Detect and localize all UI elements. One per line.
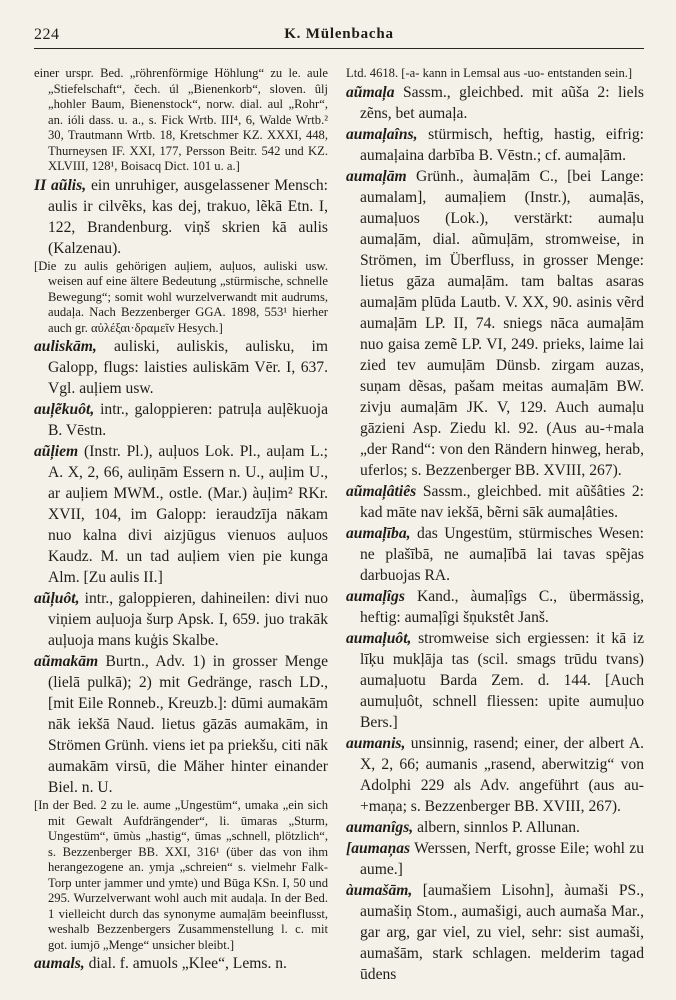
entry-text: Burtn., Adv. 1) in grosser Menge (lielā pulkā); 2) mit Gedränge, rasch LD., [mit Eile Ronneb., Kreuzb.]: dūmi aumakām nāk iekšā Naud. lietus gāzās aumakām, in Strömen Grünh. viens iet pa priekšu, citi nāk aumakām virsū, die Mäher hinter einander Biel. n. U. <box>48 653 328 796</box>
entry-headword: aũļuôt, <box>34 590 80 607</box>
dictionary-entry <box>346 628 644 733</box>
entry-text: ein unruhiger, ausgelassener Mensch: aulis ir cilvẽks, kas dej, trakuo, lẽkā Etn. I, 122, Brandenburg. viņš skrien kā aulis (Kalzenau). <box>48 176 328 257</box>
entry-headword: aumaļām <box>346 167 407 185</box>
entry-text: unsinnig, rasend; einer, der albert A. X, 2, 66; aumanis „rasend, aberwitzig“ von Adolphi 229 als Adv. angeführt (aus au-+maņa; s. Bezzenberger BB. XVIII, 267). <box>360 734 644 815</box>
entry-text: intr., galoppieren, dahineilen: divi nuo viņiem auļuoja šurp Apsk. I, 659. juo trakāk auļuoja mans kuģis Skalbe. <box>48 590 328 649</box>
entry-headword: aumanîgs, <box>346 818 414 836</box>
entry-text: Grünh., àumaļām C., [bei Lange: aumalam], aumaļiem (Instr.), aumaļās, aumaļuos (Lok.), verstärkt: aumaļu aumaļām, dial. aũmuļām, stromweise, in Strömen, im Überfluss, in grosser Menge: lietus gāza aumaļām. tam baltas asaras aumaļām plūda Lautb. V. XX, 90. asinis vẽrd aumaļām LP. II, 74. sniegs nāca aumaļām nuo gaisa zemẽ LP. VI, 249. prieks, laime lai zied tev aumuļām Dünsb. zirgam auzas, suņam dẽsas, pašam meitas aumaļām BW. zivju aumaļām JK. V, 129. Auch aumaļu gāzieni Asp. Ziedu kl. 92. (Aus au-+mala „der Rand“: von den Rändern hinweg, herab, uferlos; s. Bezzenberger BB. XVIII, 267). <box>360 167 644 479</box>
entry-text: [In der Bed. 2 zu le. aume „Ungestüm“, umaka „ein sich mit Gewalt Aufdrängender“, li. ūmaras „Sturm, Ungestüm“, ūmùs „hastig“, ūmas „schnell, plötzlich“, s. Bezzenberger BB. XXI, 316¹ (über das von ihm herangezogene an. ymja „schreien“ s. vielmehr Falk-Torp unter jammer und ymte) und Būga KSn. I, 50 und 295. Wurzelverwant wohl auch mit audaļa. In der Bed. 1 vielleicht durch das synonyme aumaļām beeinflusst, weshalb Bezzenbergers Zusammenstellung l. c. mit got. iumjō „Menge“ unsicher bleibt.] <box>34 798 328 952</box>
entry-headword: auliskām, <box>34 338 97 355</box>
entry-text: albern, sinnlos P. Allunan. <box>417 818 580 836</box>
entry-headword: [aumaņas <box>346 839 411 857</box>
dictionary-entry <box>34 953 328 974</box>
entry-text: Kand., àumaļîgs C., übermässig, heftig: aumaļîgi šņukstêt Janš. <box>360 587 644 626</box>
entry-headword: aumaļuôt, <box>346 629 412 647</box>
running-head: K. Mülenbacha <box>284 26 394 42</box>
entry-text: einer urspr. Bed. „röhrenförmige Höhlung“ zu le. aule „Stiefelschaft“, čech. úl „Bienenkorb“, sloven. ûlj „hohler Baum, Bienenstock“, norw. dial. aul „Rohr“, an. ióli dass. u. a., s. Fick Wrtb. III⁴, 6, Walde Wrtb.² 30, Trautmann Wrtb. 18, Kretschmer KZ. XXXI, 448, Thurneysen IF. XXI, 177, Persson Beitr. 542 und KZ. XLVIII, 128¹, Boisacq Dict. 101 u. a.] <box>34 66 328 173</box>
page-number: 224 <box>34 26 60 43</box>
entry-text: Ltd. 4618. [-a- kann in Lemsal aus -uo- entstanden sein.] <box>346 66 633 80</box>
dictionary-entry <box>346 166 644 481</box>
entry-headword: aũmaļâtiês <box>346 482 417 500</box>
dictionary-entry <box>346 880 644 985</box>
entry-headword: aumaļība, <box>346 524 411 542</box>
entry-text: (Instr. Pl.), auļuos Lok. Pl., auļam L.; A. X, 2, 66, auliņām Essern n. U., auļim U., ar auļiem MWM., ostle. (Mar.) àuļim² RKr. XVII, 104, im Galopp: ieraudzīja nākam nuo kalna divi aizjūgus vienuos auļuos Kaudz. M. un tad auļiem vien pie kunga Alm. [Zu aulis II.] <box>48 443 328 586</box>
etymology-note <box>34 259 328 337</box>
dictionary-entry <box>346 82 644 124</box>
dictionary-entry <box>346 481 644 523</box>
etymology-note <box>346 66 644 82</box>
entry-headword: II aũlis, <box>34 176 87 194</box>
entry-text: [Die zu aulis gehörigen auļiem, auļuos, auliski usw. weisen auf eine ältere Bedeutung „stürmische, schnelle Bewegung“; somit wohl wurzelverwandt mit audrums, audaļa. Nach Bezzenberger GGA. 1898, 553¹ hierher auch gr. αὐλέξαι·δραμεῖν Hesych.] <box>34 258 328 335</box>
dictionary-entry <box>346 523 644 586</box>
entry-text: stromweise sich ergiessen: it kā iz līķu mukļāja tas (scil. smags trūdu tvans) aumaļuotu Barda Zem. d. 144. [Auch aumuļuôt, schnell fliessen: upite aumuļuo Bers.] <box>360 629 644 731</box>
dictionary-entry <box>34 175 328 259</box>
entry-headword: aũmaļa <box>346 83 395 101</box>
entry-headword: aumals, <box>34 955 85 972</box>
entry-headword: aumanis, <box>346 734 406 752</box>
dictionary-entry <box>34 336 328 399</box>
dictionary-entry <box>346 124 644 166</box>
entry-text: Werssen, Nerft, grosse Eile; wohl zu aume.] <box>360 839 644 878</box>
dictionary-entry <box>34 399 328 441</box>
entry-text: das Ungestüm, stürmisches Wesen: ne plašībā, ne aumaļībā lai tavas spẽjas darbuojas RA. <box>360 524 644 584</box>
entry-text: auliski, auliskis, aulisku, im Galopp, flugs: laisties auliskām Vēr. I, 637. Vgl. auļiem usw. <box>48 338 328 397</box>
dictionary-entry <box>34 651 328 798</box>
dictionary-entry <box>346 817 644 838</box>
dictionary-entry <box>34 588 328 651</box>
right-column <box>346 66 644 992</box>
entry-headword: auļẽkuôt, <box>34 401 95 418</box>
entry-text: intr., galoppieren: patruļa auļẽkuoja B. Vēstn. <box>48 401 328 439</box>
etymology-note <box>34 798 328 953</box>
dictionary-entry <box>346 838 644 880</box>
entry-headword: àumašām, <box>346 881 413 899</box>
dictionary-entry <box>346 733 644 817</box>
etymology-note <box>34 66 328 175</box>
entry-headword: aũmakām <box>34 653 99 670</box>
entry-text: [aumašiem Lisohn], àumaši PS., aumašiņ Stom., aumašigi, auch aumaša Mar., gar arg, gar viel, zu viel, sehr: sist aumaši, aumašām, stark schlagen. melderim tagad ūdens <box>360 881 644 983</box>
page-header <box>34 26 644 49</box>
entry-headword: aumaļîgs <box>346 587 405 605</box>
entry-text: stürmisch, heftig, hastig, eifrig: aumaļaina darbība B. Vēstn.; cf. aumaļām. <box>360 125 644 164</box>
left-column <box>34 66 328 992</box>
dictionary-entry <box>346 586 644 628</box>
entry-headword: aumaļaîns, <box>346 125 418 143</box>
entry-text: Sassm., gleichbed. mit aũšâties 2: kad māte nav iekšā, bẽrni sāk aumaļâties. <box>360 482 644 521</box>
entry-text: dial. f. amuols „Klee“, Lems. n. <box>88 955 287 972</box>
entry-text: Sassm., gleichbed. mit aũša 2: liels zẽns, bet aumaļa. <box>360 83 644 122</box>
entry-headword: aũļiem <box>34 443 79 460</box>
dictionary-entry <box>34 441 328 588</box>
